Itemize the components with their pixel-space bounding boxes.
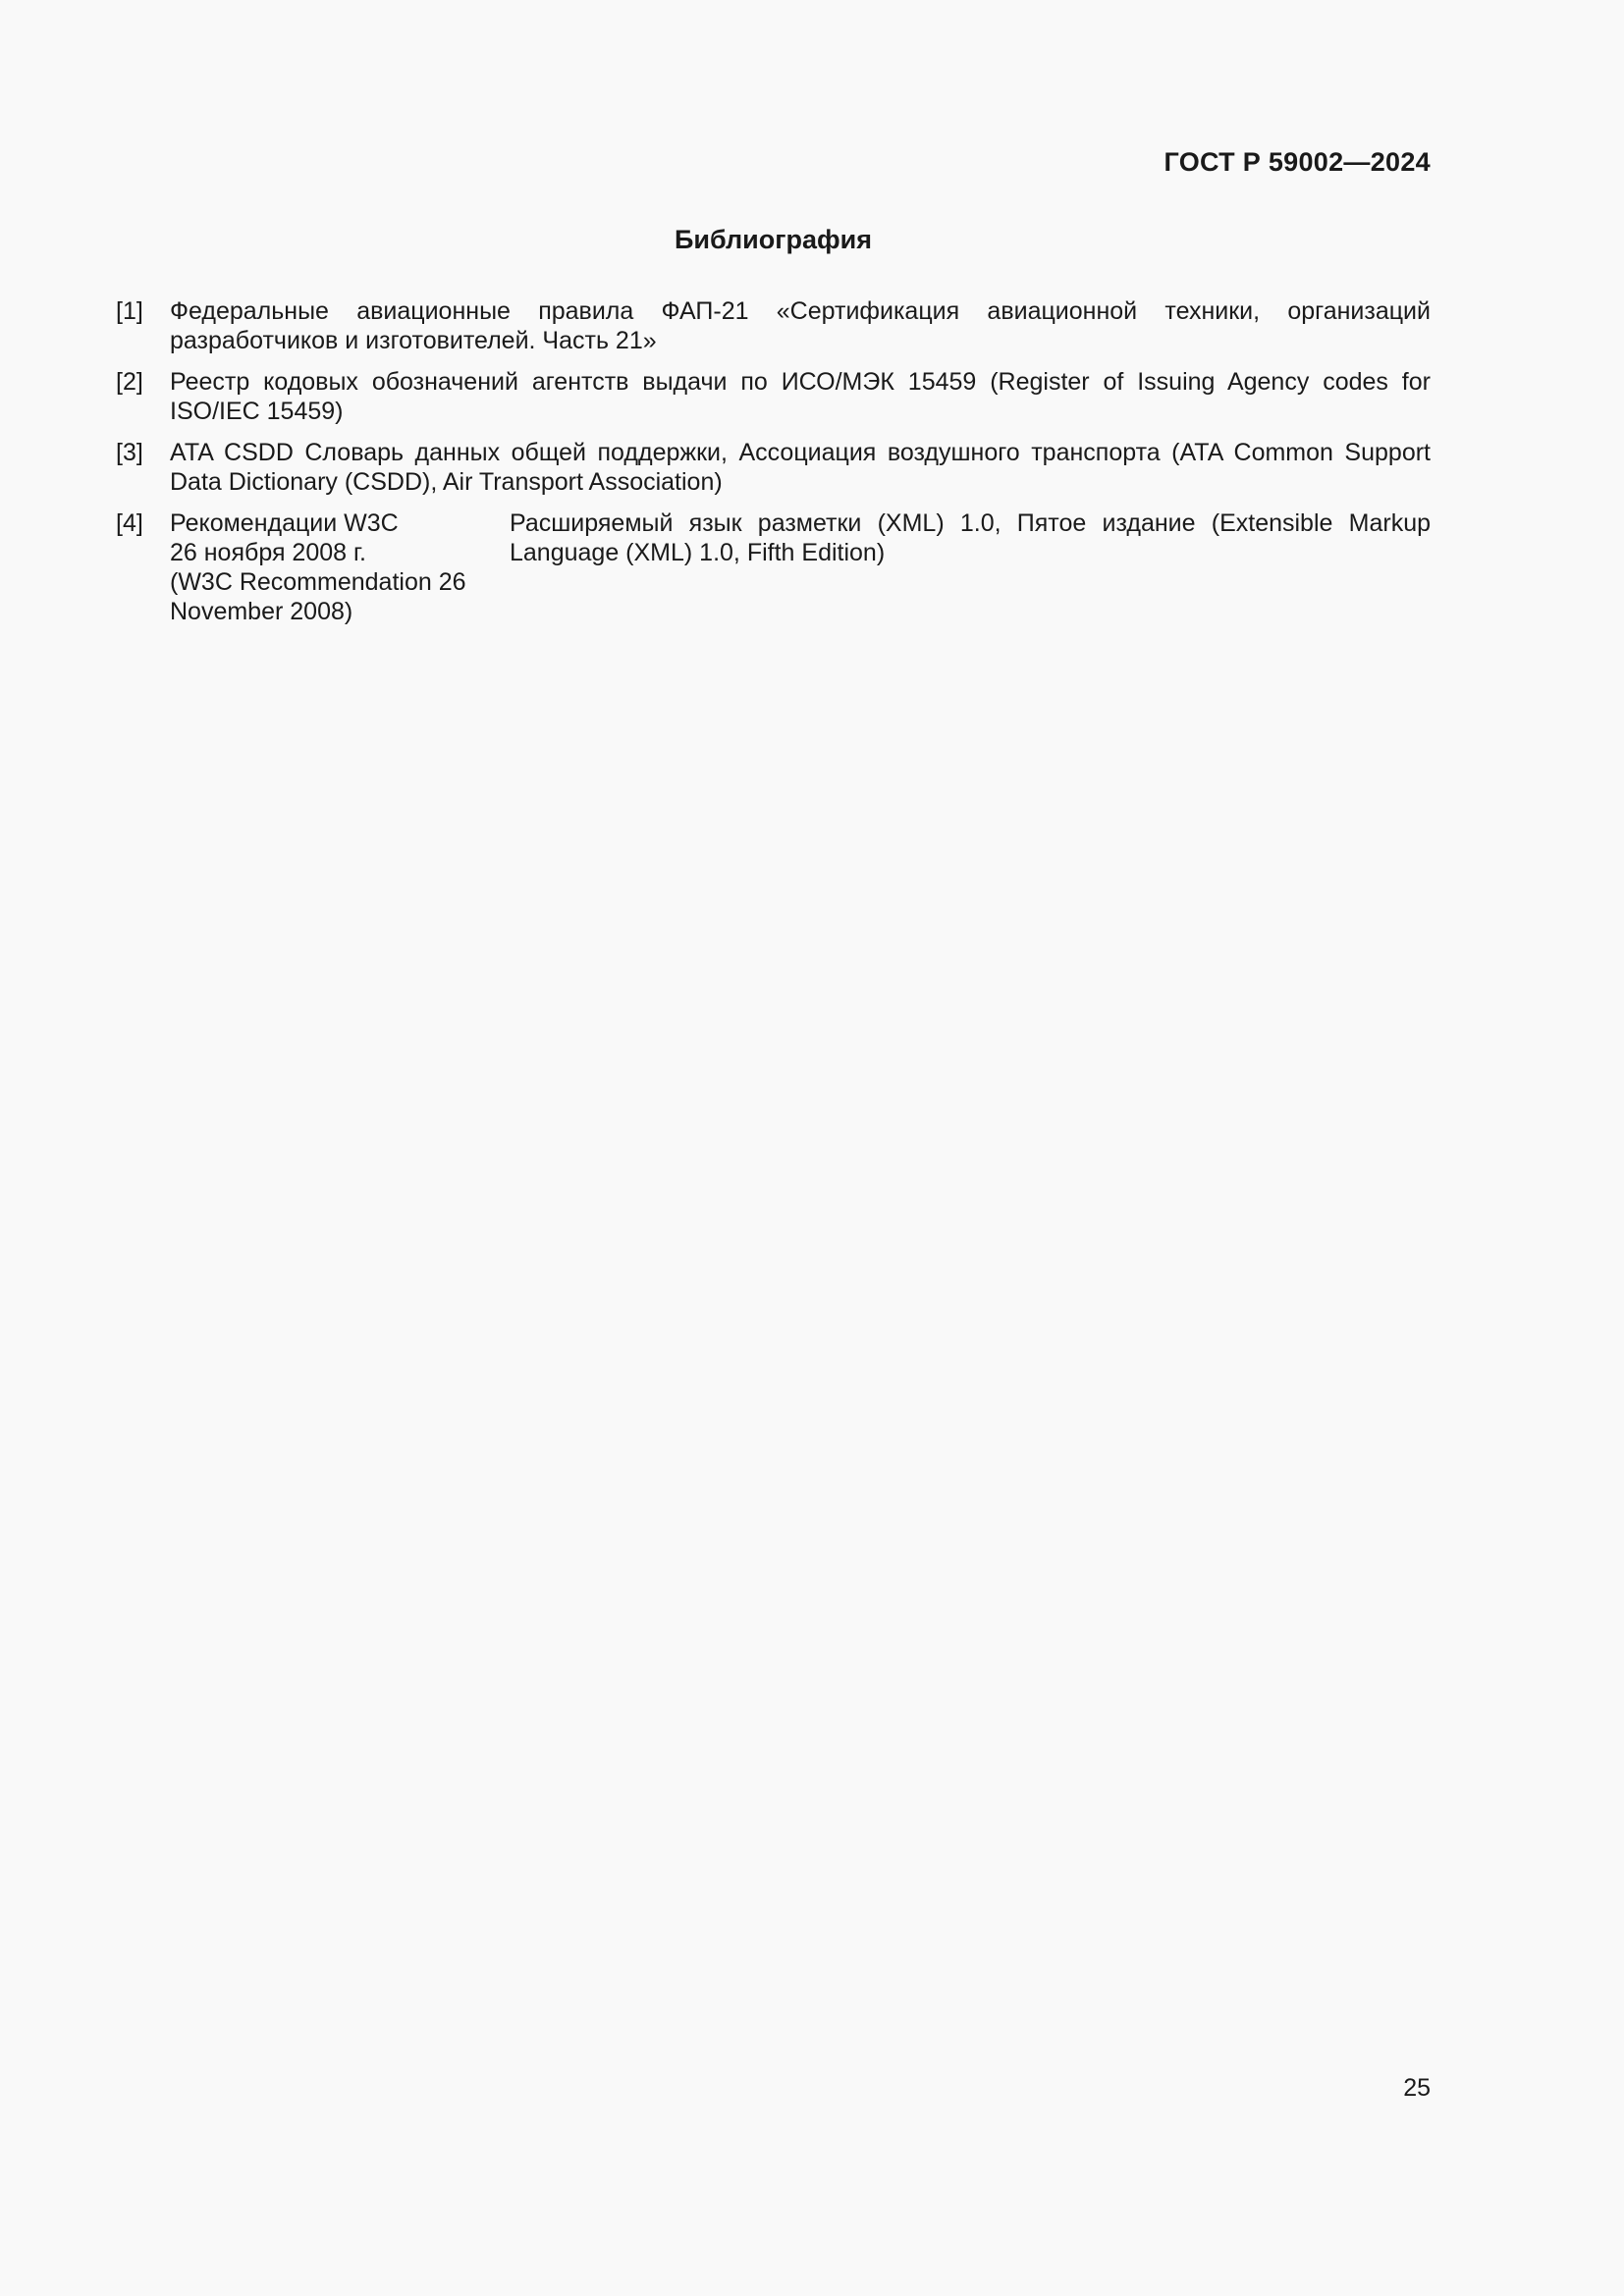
entry-source-line: 26 ноября 2008 г. (170, 539, 366, 566)
bibliography-entry (116, 438, 1431, 497)
page-number: 25 (1403, 2074, 1431, 2102)
entry-source-line: November 2008) (170, 598, 353, 625)
bibliography-entry (116, 367, 1431, 426)
entry-text: ATA CSDD Словарь данных общей поддержки, Ассоциация воздушного транспорта (ATA Common Support Data Dictionary (CSDD), Air Transport Association) (170, 439, 1431, 496)
entry-text: Реестр кодовых обозначений агентств выдачи по ИСО/МЭК 15459 (Register of Issuing Agency codes for ISO/IEC 15459) (170, 368, 1431, 425)
bibliography-entry (116, 296, 1431, 355)
document-code: ГОСТ Р 59002—2024 (1164, 147, 1431, 177)
entry-number: [2] (116, 368, 143, 396)
section-title: Библиография (675, 225, 872, 254)
entry-source-line: Рекомендации W3C (170, 509, 399, 537)
bibliography-entry (116, 508, 1431, 626)
entry-source (170, 508, 510, 626)
entry-text: Федеральные авиационные правила ФАП-21 «Сертификация авиационной техники, организаций разработчиков и изготовителей. Часть 21» (170, 297, 1431, 354)
entry-number: [3] (116, 439, 143, 466)
entry-text: Расширяемый язык разметки (XML) 1.0, Пятое издание (Extensible Markup Language (XML) 1.0, Fifth Edition) (510, 509, 1431, 566)
entry-body (170, 508, 1431, 626)
entry-number: [1] (116, 297, 143, 325)
entry-source-line: (W3C Recommendation 26 (170, 568, 466, 596)
bibliography-list (116, 296, 1431, 638)
entry-number: [4] (116, 509, 143, 537)
